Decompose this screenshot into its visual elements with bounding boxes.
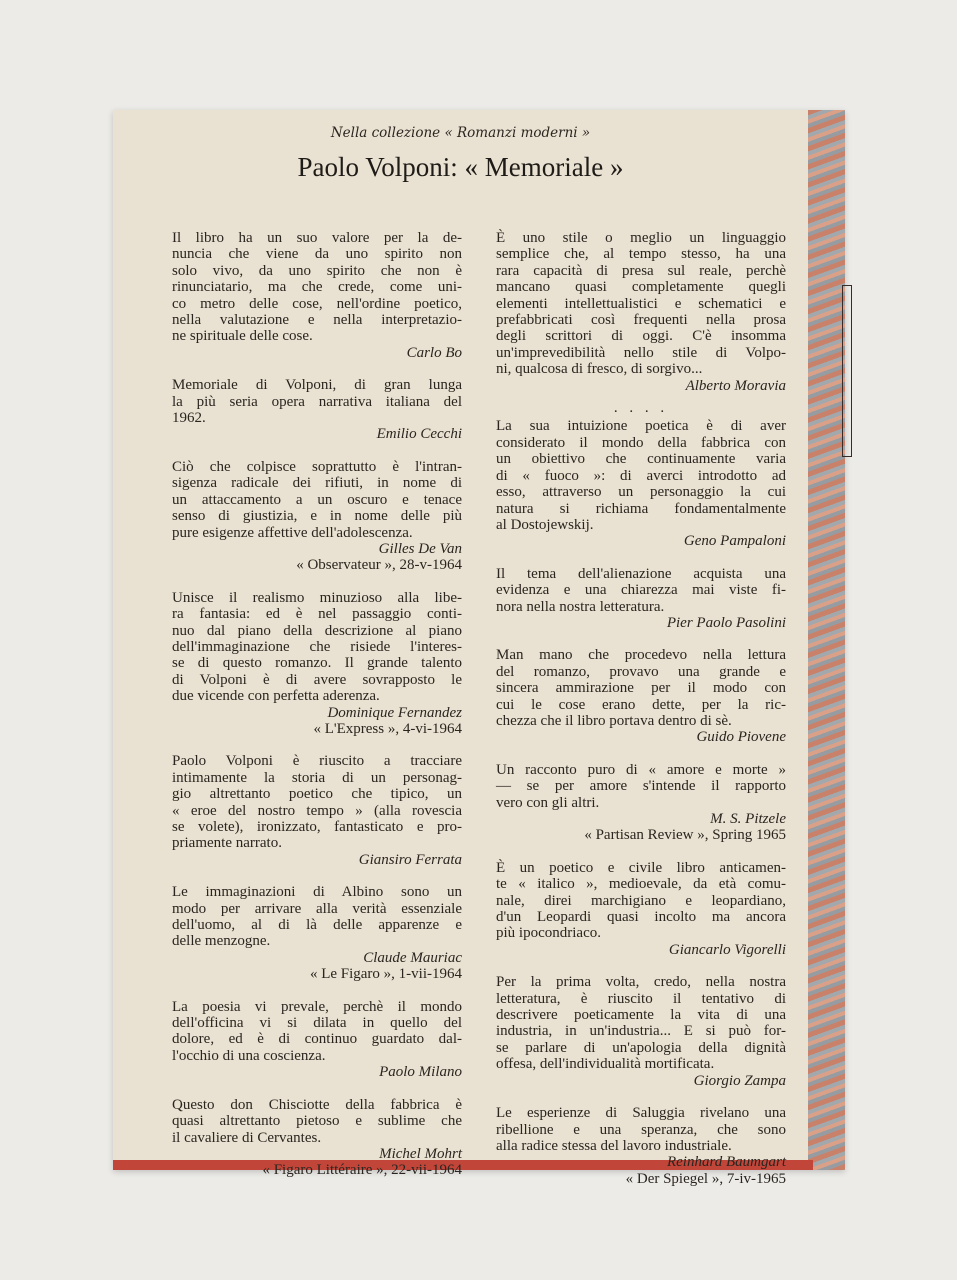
review-quote (496, 647, 786, 745)
quote-line: rinunciatario, ma che crede, come uni- (172, 279, 462, 296)
review-author: Giorgio Zampa (693, 1072, 786, 1089)
quote-line: delle menzogne. (172, 933, 271, 950)
review-quote (496, 1105, 786, 1187)
review-quote (496, 418, 786, 549)
review-quote (496, 566, 786, 632)
quote-line: modo per arrivare alla verità essenziale (172, 900, 462, 917)
review-quote (496, 230, 786, 394)
quote-line: Il tema dell'alienazione acquista una (496, 565, 786, 582)
review-quote (496, 860, 786, 958)
quote-line: « eroe del nostro tempo » (alla rovescia (172, 802, 462, 819)
quote-line: La poesia vi prevale, perchè il mondo (172, 998, 462, 1015)
quote-line: un'imprevedibilità nello stile di Volpo- (496, 344, 786, 361)
quote-line: Man mano che procedevo nella lettura (496, 647, 786, 664)
quote-line: Questo don Chisciotte della fabbrica è (172, 1096, 462, 1113)
quote-line: Unisce il realismo minuzioso alla libe- (172, 589, 462, 606)
quote-line: te « italico », medioevale, da età comu- (496, 876, 786, 893)
review-source: « Le Figaro », 1-vii-1964 (309, 966, 462, 983)
quote-line: dell'immaginazione che risiede l'interes- (172, 638, 462, 655)
review-author: Paolo Milano (379, 1064, 462, 1081)
quote-line: sigenza radicale dei rifiuti, in nome di (172, 475, 462, 492)
review-quote (496, 762, 786, 844)
quote-line: al Dostojewskij. (496, 516, 594, 533)
quote-line: ra fantasia: ed è nel passaggio conti- (172, 606, 462, 623)
quote-line: dell'uomo, al di là delle apparenze e (172, 917, 462, 934)
quote-line: chezza che il libro portava dentro di sè. (496, 712, 732, 729)
quote-line: nuncia che viene da uno spirito non (172, 246, 462, 263)
quote-line: dolore, ed è di continuo guardato dal- (172, 1031, 462, 1048)
quote-line: del romanzo, provavo una grande e (496, 663, 786, 680)
collection-subtitle: Nella collezione « Romanzi moderni » (330, 125, 591, 141)
review-source: « Partisan Review », Spring 1965 (584, 827, 786, 844)
separator-dots: . . . . (613, 400, 669, 417)
quote-line: pure esigenze affettive dell'adolescenza. (172, 524, 413, 541)
quote-line: Le immaginazioni di Albino sono un (172, 884, 462, 901)
quote-line: È un poetico e civile libro anticamen- (496, 859, 786, 876)
quote-line: Ciò che colpisce soprattutto è l'intran- (172, 458, 462, 475)
review-author: Alberto Moravia (685, 377, 786, 394)
review-author: Gilles De Van (378, 540, 462, 557)
review-author: Reinhard Baumgart (666, 1154, 786, 1171)
quote-line: offesa, dell'individualità mortificata. (496, 1056, 715, 1073)
quote-line: letteratura, è riuscito il tentativo di (496, 990, 786, 1007)
review-source: « Figaro Littéraire », 22-vii-1964 (262, 1162, 462, 1179)
quote-line: gio altrettanto poetico che tipico, un (172, 786, 462, 803)
quote-line: quasi altrettanto pietoso e sublime che (172, 1113, 462, 1130)
quote-line: Paolo Volponi è riuscito a tracciare (172, 753, 462, 770)
quote-line: più ipocondriaco. (496, 925, 601, 942)
quote-line: natura si richiama fondamentalmente (496, 500, 786, 517)
quote-line: un obiettivo che continuamente varia (496, 451, 786, 468)
quote-line: considerato il mondo della fabbrica con (496, 434, 786, 451)
quote-line: se volete), ironizzato, fantasticato e pro- (172, 819, 462, 835)
quote-line: priamente narrato. (172, 835, 282, 852)
review-source: « Der Spiegel », 7-iv-1965 (625, 1170, 786, 1187)
quote-line: semplice che, al tempo stesso, ha una (496, 246, 786, 263)
review-quote (172, 753, 462, 868)
review-author: Giancarlo Vigorelli (668, 941, 786, 958)
review-author: M. S. Pitzele (710, 811, 786, 827)
quote-line: la più seria opera narrativa italiana del (172, 393, 462, 410)
quote-line: dell'officina vi si dilata in quello del (172, 1015, 462, 1032)
quote-line: esso, attraverso un personaggio la cui (496, 484, 786, 501)
review-quote (172, 459, 462, 574)
quote-line: mancano quasi completamente quegli (496, 279, 786, 296)
review-quote (172, 590, 462, 738)
left-column (172, 230, 462, 1195)
quote-line: elementi intellettualistici e schematici e (496, 295, 786, 312)
quote-line: Le esperienze di Saluggia rivelano una (496, 1105, 786, 1122)
spine-label-frame (842, 285, 852, 457)
review-author: Michel Mohrt (379, 1145, 462, 1162)
quote-line: co metro delle cose, nell'ordine poetico, (172, 295, 462, 312)
review-source: « L'Express », 4-vi-1964 (313, 720, 462, 737)
quote-line: se di questo romanzo. Il grande talento (172, 655, 462, 672)
quote-line: 1962. (172, 410, 206, 427)
quote-line: ribellione e una speranza, che sono (496, 1121, 786, 1138)
quote-line: se parlare di un'apologia della dignità (496, 1039, 786, 1056)
quote-line: nella valutazione e nella interpretazio- (172, 312, 462, 329)
quote-line: Memoriale di Volponi, di gran lunga (172, 377, 462, 394)
review-author: Giansiro Ferrata (358, 851, 462, 868)
review-quote (172, 377, 462, 443)
quote-line: industria, in un'industria... E si può for- (496, 1023, 786, 1040)
quote-line: descrivere poeticamente la vita di una (496, 1007, 786, 1024)
quote-line: È uno stile o meglio un linguaggio (496, 230, 786, 246)
quote-line: Per la prima volta, credo, nella nostra (496, 974, 786, 991)
quote-line: solo vivo, da uno spirito che non è (172, 262, 462, 279)
quote-line: La sua intuizione poetica è di aver (496, 418, 786, 435)
quote-line: senso di giustizia, e in nome delle più (172, 508, 462, 525)
quote-line: — se per amore s'intende il rapporto (496, 778, 786, 795)
quote-line: ne spirituale delle cose. (172, 328, 313, 345)
quote-line: ni, qualcosa di fresco, di sorgivo... (496, 361, 703, 378)
review-author: Guido Piovene (696, 729, 786, 746)
quote-line: d'un Leopardi quasi incolto ma ancora (496, 909, 786, 926)
review-author: Carlo Bo (406, 344, 462, 361)
quote-line: nora nella nostra letteratura. (496, 598, 665, 615)
review-author: Dominique Fernandez (327, 704, 462, 721)
review-author: Geno Pampaloni (683, 533, 786, 550)
quote-line: prefabbricati così frequenti nella prosa (496, 312, 786, 329)
quote-line: cui le cose erano dette, per la ric- (496, 696, 786, 713)
review-quote (172, 884, 462, 982)
review-author: Emilio Cecchi (376, 426, 462, 443)
quote-line: rara capacità di presa sul reale, perchè (496, 262, 786, 279)
quote-line: il cavaliere di Cervantes. (172, 1129, 322, 1146)
quote-line: sincera ammirazione per il modo con (496, 680, 786, 697)
marbled-spine (808, 110, 845, 1170)
review-quote (172, 1097, 462, 1179)
review-author: Pier Paolo Pasolini (666, 614, 786, 631)
quote-line: di Volponi è di avere sovrapposto le (172, 671, 462, 688)
quote-line: l'occhio di una coscienza. (172, 1047, 326, 1064)
quote-line: due vicende con perfetta aderenza. (172, 688, 380, 705)
right-column (496, 230, 786, 1203)
review-author: Claude Mauriac (363, 949, 462, 966)
quote-line: degli scrittori di oggi. C'è insomma (496, 328, 786, 345)
review-quote (172, 230, 462, 361)
quote-line: alla radice stessa del lavoro industriale. (496, 1137, 732, 1154)
quote-line: nale, direi marchigiano e leopardiano, (496, 892, 786, 909)
quote-line: di « fuoco »: di averci introdotto ad (496, 467, 786, 484)
quote-line: vero con gli altri. (496, 794, 600, 811)
quote-line: nuo dal piano della descrizione al piano (172, 622, 462, 639)
review-source: « Observateur », 28-v-1964 (296, 557, 462, 574)
review-quote (496, 974, 786, 1089)
quote-line: intimamente la storia di un personag- (172, 769, 462, 786)
review-quote (172, 999, 462, 1081)
quote-line: evidenza e una chiarezza mai viste fi- (496, 582, 786, 599)
quote-line: Un racconto puro di « amore e morte » (496, 761, 786, 778)
quote-line: un attaccamento a un oscuro e tenace (172, 491, 462, 508)
book-title: Paolo Volponi: « Memoriale » (297, 152, 624, 182)
quote-line: Il libro ha un suo valore per la de- (172, 230, 462, 246)
